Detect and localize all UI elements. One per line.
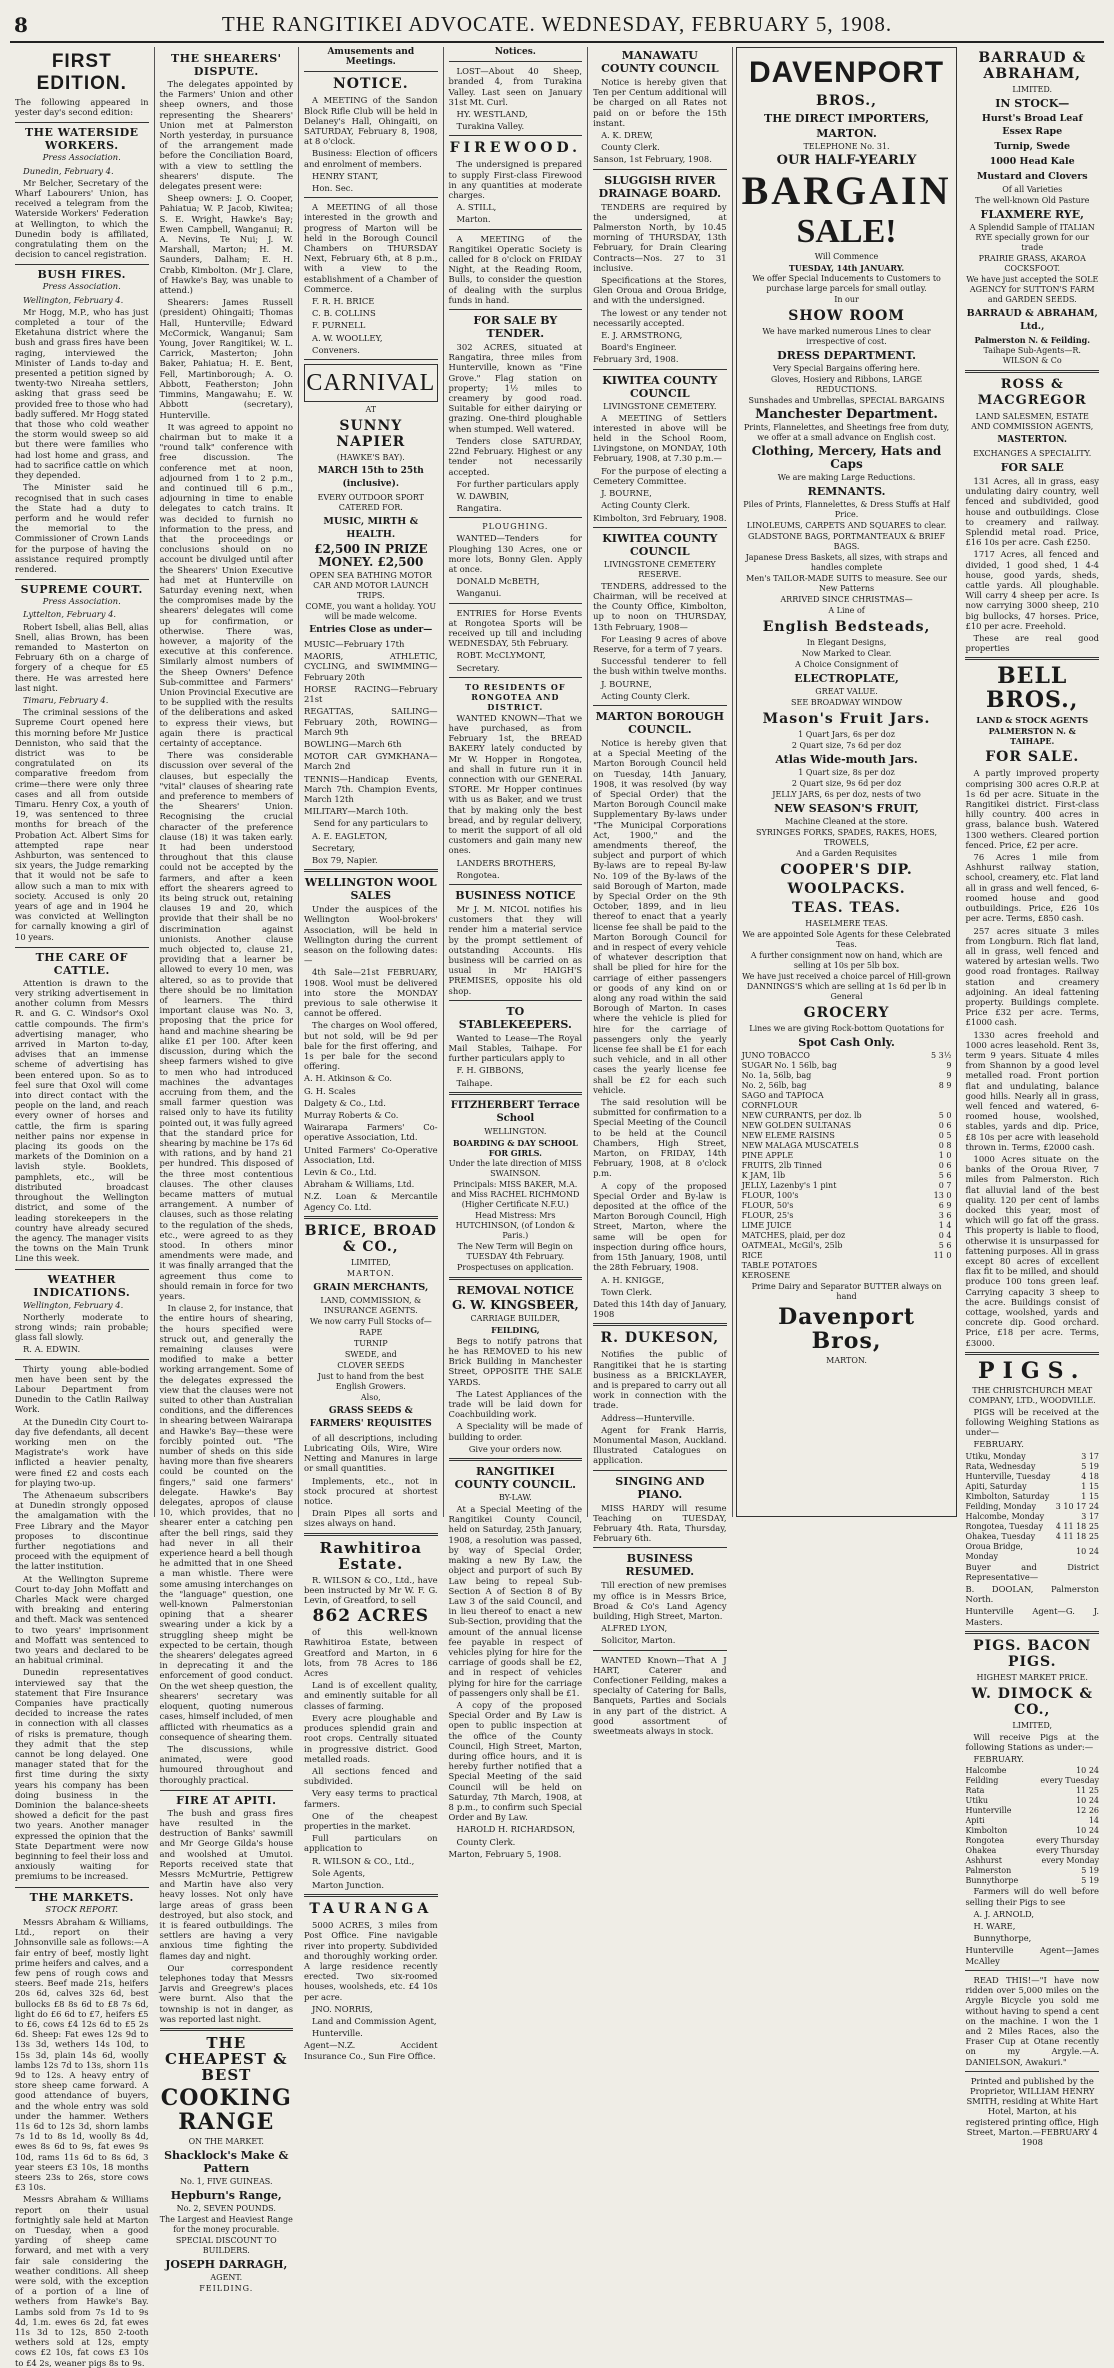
article-text: The Athenaeum subscribers at Dunedin strongly opposed the amalgamation with the Free Library and the Mayor proposes to discontinue further negotiations and proceed with the equipment of the latter institution. bbox=[15, 1489, 149, 1572]
schedule-row: Kimbolton, Saturday 1 15 bbox=[965, 1491, 1099, 1501]
schedule-row: Halcombe 10 24 bbox=[965, 1766, 1099, 1776]
imprint: Printed and published by the Proprietor, WILLIAM HENRY SMITH, residing at White Hart Hotel, Marton, at his registered printing office, High Street, Marton.—FEBRUARY 4 1908 bbox=[965, 2075, 1099, 2147]
price-row: MATCHES, plaid, per doz 0 4 bbox=[741, 1231, 952, 1240]
removal-ad: REMOVAL NOTICE G. W. KINGSBEER, CARRIAGE BUILDER, FEILDING, bbox=[451, 1283, 579, 1335]
pigs2-schedule bbox=[965, 1766, 1099, 1886]
article-text: Shearers: James Russell (president) Ohingaiti; Thomas Hall, Hunterville; Edward McCormick, Wanganui; Sam Young, Jover Rangitikei; W. L. Carrick, Masterton; John Baker, Pahiatua; H. E. Bent, Fell, Martinborough; A. O. Abbott, Featherston; John Timmins, Mangawahu; E. W. Abbott (secretary), Hunterville. bbox=[159, 297, 294, 420]
article-text: At the Wellington Supreme Court to-day John Moffatt and Charles Mack were charged with breaking and entering and theft. Mack was sentenced to two years' imprisonment and Moffatt was sentenced to two years and declared to be an habitual criminal. bbox=[15, 1573, 149, 1666]
column-7: BARRAUD & ABRAHAM, LIMITED. IN STOCK— Hurst's Broad Leaf Essex Rape Turnip, Swede 1000 Head Kale Mustard and Clovers Of all Varieties The well-known Old Pasture FLAXMERE RYE, A Splendid Sample of ITALIAN RYE specially grown for our trade PRAIRIE GRASS, AKAROA COCKSFOOT. We have just accepted the SOLE AGENCY for SUTTON'S FARM and GARDEN SEEDS. BARRAUD & ABRAHAM, Ltd., Palmerston N. & Feilding. Taihape Sub-Agents—R. WILSON & Co ROSS & MACGREGOR LAND SALESMEN, ESTATE AND COMMISSION AGENTS, MASTERTON. EXCHANGES A SPECIALITY. FOR SALE 131 Acres, all in grass, easy undulating dairy country, well fenced and subdivided, good house and outbuildings. Close to creamery and railway. Splendid metal road. Price, £16 10s per acre. Cash £250. 1717 Acres, all fenced and divided, 1 good shed, 1 4-4 house, good yards, sheds, cattle yards. All ploughable. Will carry 4 sheep per acre. Is now carrying 3000 sheep, 210 big bullocks, 47 horses. Price, £10 per acre. Freehold. These are real good properties BELL BROS., LAND & STOCK AGENTS PALMERSTON N. & TAIHAPE. FOR SALE. A partly improved property comprising 300 acres O.R.P. at 1s 6d per acre. Situate in the Rangitikei district. First-class hilly country. 400 acres in grass, balance bush. Watered 1300 wethers. Cleared portion fenced. Price, £2 per acre. 76 Acres 1 mile from Ashhurst railway station, school, creamery, etc. Flat land all in grass and well fenced, 6-roomed house and good outbuildings. Price, £26 10s per acre. Terms, £850 cash. 257 acres situate 3 miles from Longburn. Rich flat land, all in grass, well fenced and watered by artesian wells. Two good road frontages. Railway station and creamery adjoining. An ideal fattening property. Buildings complete. Price £32 per acre. Terms, £1000 cash. 1330 acres freehold and 1000 acres leasehold. Rent 3s, term 9 years. Situate 4 miles from Shannon by a good level metalled road. Front portion flat and undulating, balance good hills. Nearly all in grass, well fenced and watered, 6-roomed house, woolshed, stables, yards and dip. Price, £8 10s per acre with leasehold thrown in. Terms, £2000 cash. 1000 Acres situate on the banks of the Oroua River, 7 miles from Palmerston. Rich flat alluvial land of the best quality. 120 per cent of lambs docked this year, most of which will go fat off the grass. This property is liable to flood, otherwise it is unsurpassed for fattening purposes. All in grass except 80 acres of excellent flax fit to be milled, and should produce 100 tons green leaf. Carrying capacity 3 sheep to the acre. Buildings consist of cottage, woolshed, yards and concrete dip. Good orchard. Price, £18 per acre. Terms, £3000. PIGS. THE CHRISTCHURCH MEAT COMPANY, LTD., WOODVILLE. PIGS will be received at the following Weighing Stations as under— FEBRUARY. Utiku, Monday 3 17 Rata, Wednesday 5 19 Hunterville, Tuesday 4 18 Apiti, Saturday 1 15 Kimbolton, Saturday 1 15 Feilding, Monday 3 10 17 24 Halcombe, Monday 3 17 Rongotea, Tuesday 4 11 18 25 Ohakea, Tuesday 4 11 18 25 Oroua Bridge, Monday 10 24 Buyer and District Representative— B. DOOLAN, Palmerston North. Hunterville Agent—G. J. Masters. PIGS. BACON PIGS. HIGHEST MARKET PRICE. W. DIMOCK & CO., LIMITED, Will receive Pigs at the following Stations as under:— FEBRUARY. Halcombe 10 24 Feilding every Tuesday Rata 11 25 Utiku 10 24 Hunterville 12 26 Apiti 14 Kimbolton 10 24 Rongotea every Thursday Ohakea every Thursday Ashhurst every Monday Palmerston 5 19 Bunnythorpe 5 19 Farmers will do well before selling their Pigs to see A. J. ARNOLD, H. WARE, Bunnythorpe, Hunterville Agent—James McAlley READ THIS!—"I have now ridden over 5,000 miles on the Argyle Bicycle you sold me without having to spend a cent on the machine. I won the 1 and 2 Miles Races, also the Fraser Cup at Otane recently on my Argyle.—A. DANIELSON, Awakuri." Printed and published by the Proprietor, WILLIAM HENRY SMITH, residing at White Hart Hotel, Marton, at his registered printing office, High Street, Marton.—FEBRUARY 4 1908 bbox=[965, 50, 1099, 2147]
schedule-row: Rata, Wednesday 5 19 bbox=[965, 1461, 1099, 1471]
price-row: FLOUR, 25's 3 6 bbox=[741, 1211, 952, 1220]
schedule-row: Utiku 10 24 bbox=[965, 1796, 1099, 1806]
price-row: LIME JUICE 1 4 bbox=[741, 1221, 952, 1230]
notices-header: Notices. bbox=[494, 47, 536, 57]
price-row: NEW GOLDEN SULTANAS 0 6 bbox=[741, 1121, 952, 1130]
barraud-ad: BARRAUD & ABRAHAM, LIMITED. IN STOCK— Hurst's Broad Leaf Essex Rape Turnip, Swede 1000 Head Kale Mustard and Clovers Of all Varieties The well-known Old Pasture FLAXMERE RYE, A Splendid Sample of ITALIAN RYE specially grown for our trade PRAIRIE GRASS, AKAROA COCKSFOOT. We have just accepted the SOLE AGENCY for SUTTON'S FARM and GARDEN SEEDS. BARRAUD & ABRAHAM, Ltd., Palmerston N. & Feilding. Taihape Sub-Agents—R. WILSON & Co bbox=[966, 50, 1099, 365]
column-6-davenport-ad: DAVENPORT BROS., THE DIRECT IMPORTERS, MARTON. TELEPHONE No. 31. OUR HALF-YEARLY BARGAIN SALE! Will Commence TUESDAY, 14th JANUARY. We offer Special Inducements to Customers to purchase large parcels for small outlay. In our SHOW ROOM We have marked numerous Lines to clear irrespective of cost. DRESS DEPARTMENT. Very Special Bargains offering here. Gloves, Hosiery and Ribbons, LARGE REDUCTIONS. Sunshades and Umbrellas, SPECIAL BARGAINS Manchester Department. Prints, Flannelettes, and Sheetings free from duty, we offer at a small advance on English cost. Clothing, Mercery, Hats and Caps We are making Large Reductions. REMNANTS. Piles of Prints, Flannelettes, & Dress Stuffs at Half Price. LINOLEUMS, CARPETS AND SQUARES to clear. GLADSTONE BAGS, PORTMANTEAUX & BRIEF BAGS. Japanese Dress Baskets, all sizes, with straps and handles complete Men's TAILOR-MADE SUITS to measure. See our New Patterns ARRIVED SINCE CHRISTMAS— A Line of English Bedsteads, In Elegant Designs, Now Marked to Clear. A Choice Consignment of ELECTROPLATE, GREAT VALUE. SEE BROADWAY WINDOW Mason's Fruit Jars. 1 Quart Jars, 6s per doz 2 Quart size, 7s 6d per doz Atlas Wide-mouth Jars. 1 Quart size, 8s per doz 2 Quart size, 9s 6d per doz JELLY JARS, 6s per doz, nests of two NEW SEASON'S FRUIT, Machine Cleaned at the store. SYRINGES FORKS, SPADES, RAKES, HOES, TROWELS, And a Garden Requisites COOPER'S DIP. WOOLPACKS. TEAS. TEAS. HASELMERE TEAS. We are appointed Sole Agents for these Celebrated Teas. A further consignment now on hand, which are selling at 10s per 5lb box. We have just received a choice parcel of Hill-grown DANNINGS'S which are selling at 1s 6d per lb in General GROCERY Lines we are giving Rock-bottom Quotations for Spot Cash Only. JUNO TOBACCO 5 3½ SUGAR No. 1 56lb, bag 9 No. 1a, 56lb, bag 9 No. 2, 56lb, bag 8 9 SAGO and TAPIOCA CORNFLOUR NEW CURRANTS, per doz. lb 5 0 NEW GOLDEN SULTANAS 0 6 NEW ELEME RAISINS 0 5 NEW MALAGA MUSCATELS 0 8 PINE APPLE 1 0 FRUITS, 2lb Tinned 0 6 K JAM, 1lb 5 6 JELLY, Lazenby's 1 pint 0 7 FLOUR, 100's 13 0 FLOUR, 50's 6 9 FLOUR, 25's 3 6 LIME JUICE 1 4 MATCHES, plaid, per doz 0 4 OATMEAL, McGil's, 25lb 5 6 RICE 11 0 TABLE POTATOES KEROSENE Prime Dairy and Separator BUTTER always on hand Davenport Bros, MARTON. bbox=[736, 47, 958, 1517]
schedule-row: Rongotea, Tuesday 4 11 18 25 bbox=[965, 1521, 1099, 1531]
notice-ad: NOTICE. bbox=[332, 76, 409, 93]
schedule-row: Rata 11 25 bbox=[965, 1786, 1099, 1796]
price-row: No. 1a, 56lb, bag 9 bbox=[741, 1071, 952, 1080]
price-row: CORNFLOUR bbox=[741, 1101, 798, 1110]
dateline: Timaru, February 4. bbox=[23, 694, 109, 705]
pigs-schedule bbox=[965, 1452, 1099, 1562]
schedule-row: Feilding, Monday 3 10 17 24 bbox=[965, 1501, 1099, 1511]
supreme-court-heading: SUPREME COURT. bbox=[15, 579, 149, 596]
schedule-row: Apiti, Saturday 1 15 bbox=[965, 1481, 1099, 1491]
county-bylaw-ad: RANGITIKEI COUNTY COUNCIL. BY-LAW. bbox=[454, 1465, 576, 1503]
rawhitiroa-ad: Rawhitiroa Estate. bbox=[319, 1538, 422, 1573]
weather-heading: WEATHER INDICATIONS. bbox=[15, 1269, 149, 1299]
price-row: JUNO TOBACCO 5 3½ bbox=[741, 1051, 952, 1060]
dateline: Dunedin, February 4. bbox=[23, 165, 114, 176]
schedule-row: Utiku, Monday 3 17 bbox=[965, 1451, 1099, 1461]
article-text: Dunedin representatives interviewed say that the statement that Fire Insurance Companies have practically decided to increase the rates in connection with all classes of risks is premature, though they admit that the step cannot be long delayed. One manager stated that for the first time during the sixty years his company has been doing business in the Dominion the balance-sheets showed a deficit for the past two years. Another manager expressed the opinion that the State Department were now beginning to feel their loss and anxiously waiting for premiums to be increased. bbox=[15, 1667, 149, 1882]
price-row: NEW MALAGA MUSCATELS 0 8 bbox=[741, 1141, 952, 1150]
column-3: Amusements and Meetings. NOTICE. A MEETING of the Sandon Block Rifle Club will be held in Delaney's Hall, Ohingaiti, on SATURDAY, February 8, 1908, at 8 o'clock. Business: Election of officers and enrolment of members. HENRY STANT, Hon. Sec. A MEETING of all those interested in the growth and progress of Marton will be held in the Borough Council Chambers on THURSDAY Next, February 6th, at 8 p.m., with a view to the establishment of a Chamber of Commerce. F. R. H. BRICE C. B. COLLINS F. PURNELL A. W. WOOLLEY, Conveners. CARNIVAL AT SUNNY NAPIER (HAWKE'S BAY). MARCH 15th to 25th (inclusive). EVERY OUTDOOR SPORT CATERED FOR. MUSIC, MIRTH & HEALTH. £2,500 IN PRIZE MONEY. £2,500 OPEN SEA BATHING MOTOR CAR AND MOTOR LAUNCH TRIPS. COME, you want a holiday. YOU will be made welcome. Entries Close as under— MUSIC—February 17th MAORIS, ATHLETIC, CYCLING, and SWIMMING—February 20th HORSE RACING—February 21st REGATTAS, SAILING—February 20th, ROWING—March 9th BOWLING—March 6th MOTOR CAR GYMKHANA—March 2nd TENNIS—Handicap Events, March 7th. Champion Events, March 12th MILITARY—March 10th. Send for any particulars to A. E. EAGLETON, Secretary, Box 79, Napier. WELLINGTON WOOL SALES Under the auspices of the Wellington Wool-brokers' Association, will be held in Wellington during the current season on the following dates:— 4th Sale—21st FEBRUARY, 1908. Wool must be delivered into store the MONDAY previous to sale otherwise it cannot be offered. The charges on Wool offered, but not sold, will be 9d per bale for the first offering, and 1s per bale for the second offering. A. H. Atkinson & Co. G. H. Scales Dalgety & Co., Ltd. Murray Roberts & Co. Wairarapa Farmers' Co-operative Association, Ltd. United Farmers' Co-Operative Association, Ltd. Levin & Co., Ltd. Abraham & Williams, Ltd. N.Z. Loan & Mercantile Agency Co. Ltd. BRICE, BROAD & CO., LIMITED, MARTON. GRAIN MERCHANTS, LAND, COMMISSION, & INSURANCE AGENTS. We now carry Full Stocks of— RAPE TURNIP SWEDE, and CLOVER SEEDS Just to hand from the best English Growers. Also, GRASS SEEDS & FARMERS' REQUISITES of all descriptions, including Lubricating Oils, Wire, Wire Netting and Manures in large or small quantities. Implements, etc., not in stock procured at shortest notice. Drain Pipes all sorts and sizes always on hand. Rawhitiroa Estate. R. WILSON & CO., Ltd., have been instructed by Mr W. F. G. Levin, of Greatford, to sell 862 ACRES of this well-known Rawhitiroa Estate, between Greatford and Marton, in 6 lots, from 78 Acres to 186 Acres Land is of excellent quality, and eminently suitable for all classes of farming. Every acre ploughable and produces splendid grain and root crops. Centrally situated in progressive district. Good metalled roads. All sections fenced and subdivided. Very easy terms to practical farmers. One of the cheapest properties in the market. Full particulars on application to R. WILSON & CO., Ltd., Sole Agents, Marton Junction. TAURANGA 5000 ACRES, 3 miles from Post Office. Fine navigable river into property. Subdivided and thoroughly working order. A large residence recently erected. Two six-roomed houses, woolsheds, etc. £4 10s per acre. JNO. NORRIS, Land and Commission Agent, Hunterville. Agent—N.Z. Accident Insurance Co., Sun Fire Office. bbox=[299, 47, 444, 1517]
article-text: The criminal sessions of the Supreme Court opened here this morning before Mr Justice Denniston, who said that the district was to be congratulated on its comparative freedom from crime—there were only three cases and all from outside Timaru. Henry Cox, a youth of 19, was sentenced to three months for breach of the Probation Act. Albert Sims for attempted rape near Ashburton, was sentenced to six years, the Judge remarking that it would not be safe to allow such a man to mix with society. Accused is only 20 years of age and in 1904 he was convicted at Wellington for carnally knowing a girl of 10 years. bbox=[15, 707, 149, 942]
article-text: Our correspondent telephones today that Messrs Jarvis and Greegrew's places were burnt. Also that the township is not in danger, as was reported last night. bbox=[159, 1962, 294, 2024]
article-text: Attention is drawn to the very striking advertisement in another column from Messrs R. and G. C. Windsor's Oxol cattle compounds. The firm's advertising manager, who arrived in Marton to-day, advises that an immense scheme of advertising has been entered upon. So as to feel sure that Oxol will come into direct contact with the people on the land, and reach every owner of horses and cattle, the firm is sparing neither pains nor expense in placing its goods on the markets of the Dominion on a lavish style. Booklets, pamphlets, etc., will be distributed broadcast throughout the Wellington district, and some of the leading storekeepers in the country have already secured the agency. The manager visits the towns on the Main Trunk Line this week. bbox=[15, 977, 149, 1264]
schedule-row: Palmerston 5 19 bbox=[965, 1866, 1099, 1876]
schedule-row: Feilding every Tuesday bbox=[965, 1776, 1099, 1786]
schedule-row: Halcombe, Monday 3 17 bbox=[965, 1511, 1099, 1521]
schedule-row: Ohakea, Tuesday 4 11 18 25 bbox=[965, 1531, 1099, 1541]
price-row: SAGO and TAPIOCA bbox=[741, 1091, 824, 1100]
price-row: FLOUR, 50's 6 9 bbox=[741, 1201, 952, 1210]
column-5: MANAWATU COUNTY COUNCIL Notice is hereby given that Ten per Centum additional will be charged on all Rates not paid on or before the 15th instant. A. K. DREW, County Clerk. Sanson, 1st February, 1908. SLUGGISH RIVER DRAINAGE BOARD. TENDERS are required by the undersigned, at Palmerston North, by 10.45 morning of THURSDAY, 13th February, for Drain Clearing Contracts—Nos. 27 to 31 inclusive. Specifications at the Stores, Glen Oroua and Oroua Bridge, and with the undersigned. The lowest or any tender not necessarily accepted. E. J. ARMSTRONG, Board's Engineer. February 3rd, 1908. KIWITEA COUNTY COUNCIL LIVINGSTONE CEMETERY. A MEETING of Settlers interested in above will be held in the School Room, Livingstone, on MONDAY, 10th February, 1908, at 7.30 p.m.— For the purpose of electing a Cemetery Committee. J. BOURNE, Acting County Clerk. Kimbolton, 3rd February, 1908. KIWITEA COUNTY COUNCIL LIVINGSTONE CEMETERY RESERVE. TENDERS, addressed to the Chairman, will be received at the County Office, Kimbolton, up to noon on THURSDAY, 13th February, 1908— For Leasing 9 acres of above Reserve, for a term of 7 years. Successful tenderer to fell the bush within twelve months. J. BOURNE, Acting County Clerk. MARTON BOROUGH COUNCIL. Notice is hereby given that at a Special Meeting of the Marton Borough Council held on Tuesday, 14th January, 1908, it was resolved (by way of Special Order) that the Marton Borough Council make Supplementary By-laws under "The Municipal Corporations Act, 1900," and the amendments thereof, the subject and purport of which By-laws are to repeal By-law No. 109 of the By-laws of the said Borough of Marton, made by Special Order on the 9th October, 1899, and in lieu thereof to enact that a yearly license fee shall be paid to the Marton Borough Council for and in respect of every vehicle of whatever description that shall be plied for hire for the carriage of either passengers or goods of any kind on or along any road within the said Borough of Marton. In cases where the vehicle is plied for hire for the carriage of passengers only the yearly license fee shall be £1 for each such vehicle, and in all other cases the yearly license fee shall be £2 for each such vehicle. The said resolution will be submitted for confirmation to a Special Meeting of the Council to be held at the Council Chambers, High Street, Marton, on FRIDAY, 14th February, 1908, at 8 o'clock p.m. A copy of the proposed Special Order and By-law is deposited at the office of the Marton Borough Council, High Street, Marton, where the same will be open for inspection during office hours, from 15th January, 1908, until the 28th February, 1908. A. H. KNIGGE, Town Clerk. Dated this 14th day of January, 1908 R. DUKESON, Notifies the public of Rangitikei that he is starting business as a BRICKLAYER, and is prepared to carry out all work in connection with the trade. Address—Hunterville. Agent for Frank Harris, Monumental Mason, Auckland. Illustrated Catalogues on application. SINGING AND PIANO. MISS HARDY will resume Teaching on TUESDAY, February 4th. Rata, Thursday, February 6th. BUSINESS RESUMED. Till erection of new premises my office is in Messrs Brice, Broad & Co's Land Agency building, High Street, Marton. ALFRED LYON, Solicitor, Marton. WANTED Known—That A J HART, Caterer and Confectioner Feilding, makes a specialty of Catering for Balls, Banquets, Parties and Socials in any part of the district. A good assortment of sweetmeats always in stock. bbox=[588, 47, 733, 1517]
newspaper-title: THE RANGITIKEI ADVOCATE. WEDNESDAY, FEBRUARY 5, 1908. bbox=[221, 12, 893, 36]
article-text: In clause 2, for instance, that the entire hours of shearing, the hours specified were struck out, and generally the remaining clauses were modified to make a better working arrangement. Some of the delegates expressed the view that the clauses were not suited to other than Australian conditions, and the differences in shearing between Wairarapa and Hawke's Bay—these were forcibly pointed out. "The number of sheds on this side having more than five shearers could be counted on the fingers," said one farmers' delegate. Hawke's Bay delegates, apropos of clause 10, which provides, that no shearer enter a catching pen after the bell rings, said they had never in all their experience heard a bell though he admitted that in one Sheed a man whistle. There were some amusing interchanges on the "language" question, one well-known Palmerstonian opining that a shearer swearing under a kick by a struggling sheep might be expected to be certain, though the shearers' delegates agreed in deprecating it and the enforcement of good conduct. On the wet sheep question, the shearers' secretary was eloquent, quoting numerous cases, himself included, of men afflicted with rheumatics as a consequence of shearing them. bbox=[159, 1303, 294, 1742]
article-text: The Minister said he recognised that in such cases the State had a duty to perform and he would refer the memorial to the Commissioner of Crown Lands for the purpose of having the assistance required promptly rendered. bbox=[15, 482, 149, 574]
press-assoc: Press Association. bbox=[42, 282, 121, 293]
price-row: FLOUR, 100's 13 0 bbox=[741, 1191, 952, 1200]
schedule-row: Ohakea every Thursday bbox=[965, 1846, 1099, 1856]
price-row: TABLE POTATOES bbox=[741, 1261, 818, 1270]
ross-macgregor-ad: ROSS & MACGREGOR LAND SALESMEN, ESTATE AND COMMISSION AGENTS, MASTERTON. EXCHANGES A SPECIALITY. FOR SALE bbox=[971, 377, 1094, 474]
article-text: The bush and grass fires have resulted in the destruction of Banks' sawmill and Mr George Gilda's house and woolshed at Umutoi. Reports received state that Messrs McMurtrie, Pettigrew and Martin have also very heavy losses. Not only have large areas of grass been destroyed, but also stock, and it is feared outbuildings. The settlers are having a very anxious time fighting the flames day and night. bbox=[159, 1807, 294, 1961]
price-row: No. 2, 56lb, bag 8 9 bbox=[741, 1081, 952, 1090]
markets-heading: THE MARKETS. bbox=[15, 1887, 149, 1904]
article-text: Messrs Abraham & Williams report on their usual fortnightly sale held at Marton on Tuesday, when a good yarding of sheep came forward, and met with a very fair sale considering the weather conditions. All sheep were sold, with the exception of a portion of a line of wethers from Hawke's Bay. Lambs sold from 7s 1d to 9s 4d, 1.m. ewes 6s 2d, fat ewes 11s 3d to 12s, 850 2-tooth wethers sold at 12s, empty cows £2 10s, fat cows £3 10s to £4 2s, weaner pigs 8s to 9s. bbox=[15, 2194, 149, 2368]
cooking-range-ad: THE CHEAPEST & BEST COOKING RANGE ON THE MARKET. Shacklock's Make & Pattern No. 1, FIVE GUINEAS. Hepburn's Range, No. 2, SEVEN POUNDS. The Largest and Heaviest Range for the money procurable. SPECIAL DISCOUNT TO BUILDERS. JOSEPH DARRAGH, AGENT. FEILDING. bbox=[159, 2033, 293, 2293]
article-text: At the Dunedin City Court to-day five defendants, all decent working men on the Magistrate's work have inflicted a heavier penalty, were fined £2 and costs each for playing two-up. bbox=[15, 1416, 149, 1488]
schedule-row: Rongotea every Thursday bbox=[965, 1836, 1099, 1846]
price-row: NEW CURRANTS, per doz. lb 5 0 bbox=[741, 1111, 952, 1120]
amusements-header: Amusements and Meetings. bbox=[327, 47, 415, 68]
price-row: FRUITS, 2lb Tinned 0 6 bbox=[741, 1161, 952, 1170]
price-row: KEROSENE bbox=[741, 1271, 791, 1280]
schedule-row: Oroua Bridge, Monday 10 24 bbox=[965, 1541, 1099, 1561]
price-row: K JAM, 1lb 5 6 bbox=[741, 1171, 952, 1180]
grocery-price-list bbox=[742, 1051, 952, 1281]
dateline: Wellington, February 4. bbox=[23, 294, 124, 305]
intro-text: The following appeared in yester day's second edition: bbox=[15, 97, 149, 118]
meeting-notice: A MEETING of all those interested in the growth and progress of Marton will be held in the Borough Council Chambers on THURSDAY Next, February 6th, at 8 p.m., with a view to the establishment of a Chamber of Commerce. bbox=[304, 202, 438, 294]
article-text: The discussions, while animated, were good humoured throughout and thoroughly practical. bbox=[159, 1743, 294, 1785]
schedule-row: Bunnythorpe 5 19 bbox=[965, 1876, 1099, 1886]
schedule-row: Ashhurst every Monday bbox=[965, 1856, 1099, 1866]
cattle-heading: THE CARE OF CATTLE. bbox=[15, 947, 149, 977]
wool-sales-ad: WELLINGTON WOOL SALES bbox=[304, 876, 437, 903]
price-row: JELLY, Lazenby's 1 pint 0 7 bbox=[741, 1181, 952, 1190]
first-edition-heading: FIRST EDITION. bbox=[36, 51, 127, 94]
stock-report-heading: STOCK REPORT. bbox=[45, 1904, 119, 1915]
article-text: Mr Belcher, Secretary of the Wharf Labourers' Union, has received a telegram from the Waterside Workers' Federation at Wellington, to which the Dunedin body is affiliated, congratulating them on the decision to cancel registration. bbox=[15, 177, 149, 260]
article-text: Sheep owners: J. O. Cooper, Pahiatua; W. P. Jacob, Kiwitea; S. E. Wright, Hawke's Bay; Ewen Campbell, Wanganui; R. A. Nevins, Te Nui; J. W. Marshall, Marton; H. M. Saunders, Dalham; E. H. Crabb, Kimbolton. (Mr J. Clare, of Hawke's Bay, was unable to attend.) bbox=[159, 193, 294, 296]
davenport-name: DAVENPORT bbox=[748, 56, 945, 89]
brice-broad-ad: BRICE, BROAD & CO., LIMITED, MARTON. GRAIN MERCHANTS, LAND, COMMISSION, & INSURANCE AGENTS. We now carry Full Stocks of— RAPE TURNIP SWEDE, and CLOVER SEEDS Just to hand from the best English Growers. Also, GRASS SEEDS & FARMERS' REQUISITES bbox=[304, 1222, 437, 1429]
shearers-heading: THE SHEARERS' DISPUTE. bbox=[171, 52, 282, 78]
article-text: Mr Hogg, M.P., who has just completed a tour of the Eketahuna district where the bush and grass fires have been raging, interviewed the Minister of Lands to-day and presented a petition signed by twenty-two Nireaha settlers, asking that grass seed be provided free to those who had badly suffered. Mr Hogg stated that those who cold weather the storm would sweep so aid but there were families who had lost home and grass, and had to sacrifice cattle on which they depended. bbox=[15, 306, 149, 481]
price-row: RICE 11 0 bbox=[741, 1251, 952, 1260]
price-row: OATMEAL, McGil's, 25lb 5 6 bbox=[741, 1241, 952, 1250]
pigs-ad: PIGS. THE CHRISTCHURCH MEAT COMPANY, LTD., WOODVILLE. bbox=[968, 1357, 1096, 1405]
article-text: Messrs Abraham & Williams, Ltd., report on their Johnsonville sale as follows:—A fair entry of beef, mostly light prime heifers and calves, and a few pens of rough cows and steers. Beef made 21s, heifers 20s 6d, calves 32s 6d, best bullocks £8 8s 6d to £8 7s 6d, light do £6 6d to £7, heifers £5 to £6, cows £4 12s 6d to £5 2s 6d. Sheep: Fat ewes 12s 9d to 13s 3d, wethers 14s 10d, to 15s 3d, plain 14s 6d, woolly lambs 12s 7d to 13s, shorn 11s 9d to 12s. A heavy entry of store sheep came forward. A good attendance of buyers, and the whole entry was sold under the hammer. Wethers 11s 6d to 12s 3d, shorn lambs 7s 1d to 8s 1d, woolly 8s 4d, ewes 8s 6d to 9s, fat ewes 9s 10d, rams 11s 6d to 8s 6d, 3 year steers £3 10s, 18 months steers 23s to 26s, store cows £3 10s. bbox=[15, 1916, 149, 2193]
press-assoc: Press Association. bbox=[42, 597, 121, 608]
price-row: PINE APPLE 1 0 bbox=[741, 1151, 952, 1160]
price-row: SUGAR No. 1 56lb, bag 9 bbox=[741, 1061, 952, 1070]
schedule-row: Hunterville, Tuesday 4 18 bbox=[965, 1471, 1099, 1481]
bushfires-heading: BUSH FIRES. bbox=[15, 264, 149, 281]
tauranga-ad: TAURANGA bbox=[309, 1901, 433, 1918]
article-text: It was agreed to appoint no chairman but to make it a "round talk" conference with free discussion. The conference met at noon, adjourned from 1 to 2 p.m., and continued till 6 p.m., adjourning in time to enable delegates to catch trains. It was decided to furnish no information to the press, and that the proceedings or conclusions should on no account be divulged until after the Shearers' Union Executive had met at Hunterville on Saturday evening next, when the compromises made by the shearers' delegates will come up for confirmation, or otherwise. There was, however, a majority of the executive at this conference. Similarly almost numbers of the Sheep Owners' Defence Sub-committee and Farmers' Union Provincial Executive are to be supplied with the results of the deliberations and asked to express their views, but again there is practical certainty of acceptance. bbox=[159, 421, 294, 748]
bell-bros-ad: BELL BROS., LAND & STOCK AGENTS PALMERSTON N. & TAIHAPE. FOR SALE. bbox=[976, 663, 1089, 766]
page-number: 8 bbox=[14, 13, 28, 37]
bargain-heading: BARGAIN bbox=[741, 168, 952, 213]
column-4: Notices. LOST—About 40 Sheep, branded 4, from Turakina Valley. Last seen on January 31st Mt. Curl. HY. WESTLAND, Turakina Valley. FIREWOOD. The undersigned is prepared to supply First-class Firewood in any quantities at moderate charges. A. STILL, Marton. A MEETING of the Rangitikei Operatic Society is called for 8 o'clock on FRIDAY Night, at the Reading Room, Bulls, to consider the question of dealing with the surplus funds in hand. FOR SALE BY TENDER. 302 ACRES, situated at Rangatira, three miles from Hunterville, known as "Fine Grove." Flag station on property; 1½ miles to creamery by good road. Suitable for either dairying or grazing. One-third ploughable when stumped. Well watered. Tenders close SATURDAY, 22nd February. Highest or any tender not necessarily accepted. For further particulars apply W. DAWBIN, Rangatira. PLOUGHING. WANTED—Tenders for Ploughing 130 Acres, one or more lots, Bonny Glen. Apply at once. DONALD McBETH, Wanganui. ENTRIES for Horse Events at Rongotea Sports will be received up till and including WEDNESDAY, 5th February. ROBT. McCLYMONT, Secretary. TO RESIDENTS OF RONGOTEA AND DISTRICT. WANTED KNOWN—That we have purchased, as from February 1st, the BREAD BAKERY lately conducted by Mr W. Hopper in Rongotea, and shall in future run it in connection with our GENERAL STORE. Mr Hopper continues with us as Baker, and we trust that by making only the best bread, and by regular delivery, to merit the support of all old customers and gain many new ones. LANDERS BROTHERS, Rongotea. BUSINESS NOTICE Mr J. M. NICOL notifies his customers that they will render him a material service by the prompt settlement of outstanding Accounts. His business will be carried on as usual in Mr HAIGH'S PREMISES, opposite his old shop. TO STABLEKEEPERS. Wanted to Lease—The Royal Mail Stables, Taihape. For further particulars apply to F. H. GIBBONS, Taihape. FITZHERBERT Terrace School WELLINGTON. BOARDING & DAY SCHOOL FOR GIRLS. Under the late direction of MISS SWAINSON. Principals: MISS BAKER, M.A. and Miss RACHEL RICHMOND (Higher Certificate N.F.U.) Head Mistress: Mrs HUTCHINSON, (of London & Paris.) The New Term will Begin on TUESDAY 4th February. Prospectuses on application. REMOVAL NOTICE G. W. KINGSBEER, CARRIAGE BUILDER, FEILDING, Begs to notify patrons that he has REMOVED to his new Brick Building in Manchester Street, OPPOSITE THE SALE YARDS. The Latest Appliances of the trade will be laid down for Coachbuilding work. A Speciality will be made of building to order. Give your orders now. RANGITIKEI COUNTY COUNCIL. BY-LAW. At a Special Meeting of the Rangitikei County Council, held on Saturday, 25th January, 1908, a resolution was passed, by way of Special Order, making a new By Law, the object and purport of such By Law being to repeal Sub-Section A of Section 8 of By Law 3 of the said Council, and in lieu thereof to enact a new Sub-Section, providing that the amount of the annual license fee payable in respect of vehicles plying for hire for the carriage of goods shall be £2, and in respect of vehicles plying for hire for the carriage of passengers only shall be £1. A copy of the proposed Special Order and By Law is open to public inspection at the office of the County Council, High Street, Marton, during office hours, and it is hereby further notified that a Special Meeting of the said Council will be held on Saturday, 7th March, 1908, at 8 p.m., to confirm such Special Order and By Law. HAROLD H. RICHARDSON, County Clerk. Marton, February 5, 1908. bbox=[444, 47, 589, 1517]
dateline: Wellington, February 4. bbox=[23, 1299, 124, 1310]
schedule-row: Hunterville 12 26 bbox=[965, 1806, 1099, 1816]
masthead bbox=[10, 6, 1104, 43]
article-text: Thirty young able-bodied men have been sent by the Labour Department from Dunedin to the Catlin Railway Work. bbox=[15, 1363, 149, 1415]
article-text: Northerly moderate to strong winds; rain probable; glass fall slowly. bbox=[15, 1311, 149, 1343]
dateline: Lyttelton, February 4. bbox=[23, 609, 117, 620]
lost-notice: LOST—About 40 Sheep, branded 4, from Turakina Valley. Last seen on January 31st Mt. Curl. bbox=[448, 66, 583, 107]
press-assoc: Press Association. bbox=[42, 153, 121, 164]
schedule-row: Apiti 14 bbox=[965, 1816, 1099, 1826]
price-row: NEW ELEME RAISINS 0 5 bbox=[741, 1131, 952, 1140]
column-2 bbox=[155, 47, 300, 2293]
article-text: Robert Isbell, alias Bell, alias Snell, alias Brown, has been remanded to Masterton on February 6th on a charge of forgery of a cheque for £5 there. He was arrested here last night. bbox=[15, 621, 149, 693]
signature: R. A. EDWIN. bbox=[23, 1344, 81, 1355]
schedule-row: Kimbolton 10 24 bbox=[965, 1826, 1099, 1836]
bacon-pigs-ad: PIGS. BACON PIGS. HIGHEST MARKET PRICE. W. DIMOCK & CO., LIMITED, bbox=[971, 1637, 1093, 1730]
columns bbox=[10, 47, 1104, 2368]
fire-apiti-heading: FIRE AT APITI. bbox=[160, 1790, 294, 1807]
article-text: There was considerable discussion over several of the clauses, but especially the "vital" clauses of shearing rate and preference to members of the Shearers' Union. Recognising the crucial character of the preference clause (18) it was taken early. It had been understood throughout that this clause could not be accepted by the farmers, and after a keen effort the shearers agreed to its being struck out, retaining clauses 19 and 20, which provide that their shall be no discrimination against unionists. Another clause much objected to, clause 21, providing that a learner be allowed to every 10 men, was altered, so as to provide that there should be no limitation of learners. The third important clause was No. 3, proposing that the price for hand and machine shearing be alike £1 per 100. After keen discussion, during which the sheep farmers wished to give to men who had introduced machines the advantages accruing from them, and the small farmer question was raised only to have its futility pointed out, it was fully agreed that the standard price for shearing by machine be 17s 6d with rations, and by hand 21 per hundred. This disposed of the three most contentious clauses. The other clauses became matters of mutual arrangement. A number of clauses, such as those relating to the regulation of the sheds, etc., were agreed to as they stood. In others minor amendments were made, and it was finally arranged that the agreement thus come to should remain in force for two years. bbox=[159, 750, 294, 1301]
waterside-heading: THE WATERSIDE WORKERS. bbox=[15, 122, 149, 152]
article-text: The delegates appointed by the Farmers' Union and other sheep owners, and those representing the Shearers' Union met at Palmerston North yesterday, in pursuance of the arrangement made before the Conciliation Board, with a view to settling the shearers' dispute. The delegates present were: bbox=[159, 79, 294, 192]
fitzherbert-ad: FITZHERBERT Terrace School WELLINGTON. BOARDING & DAY SCHOOL FOR GIRLS. Under the late direction of MISS SWAINSON. Principals: MISS BAKER, M.A. and Miss RACHEL RICHMOND (Higher Certificate N.F.U.) Head Mistress: Mrs HUTCHINSON, (of London & Paris.) The New Term will Begin on TUESDAY 4th February. Prospectuses on application. bbox=[448, 1099, 582, 1272]
carnival-ad: CARNIVAL AT SUNNY NAPIER (HAWKE'S BAY). MARCH 15th to 25th (inclusive). EVERY OUTDOOR SPORT CATERED FOR. MUSIC, MIRTH & HEALTH. £2,500 IN PRIZE MONEY. £2,500 OPEN SEA BATHING MOTOR CAR AND MOTOR LAUNCH TRIPS. COME, you want a holiday. YOU will be made welcome. Entries Close as under— bbox=[304, 364, 438, 637]
column-1 bbox=[10, 47, 155, 2368]
